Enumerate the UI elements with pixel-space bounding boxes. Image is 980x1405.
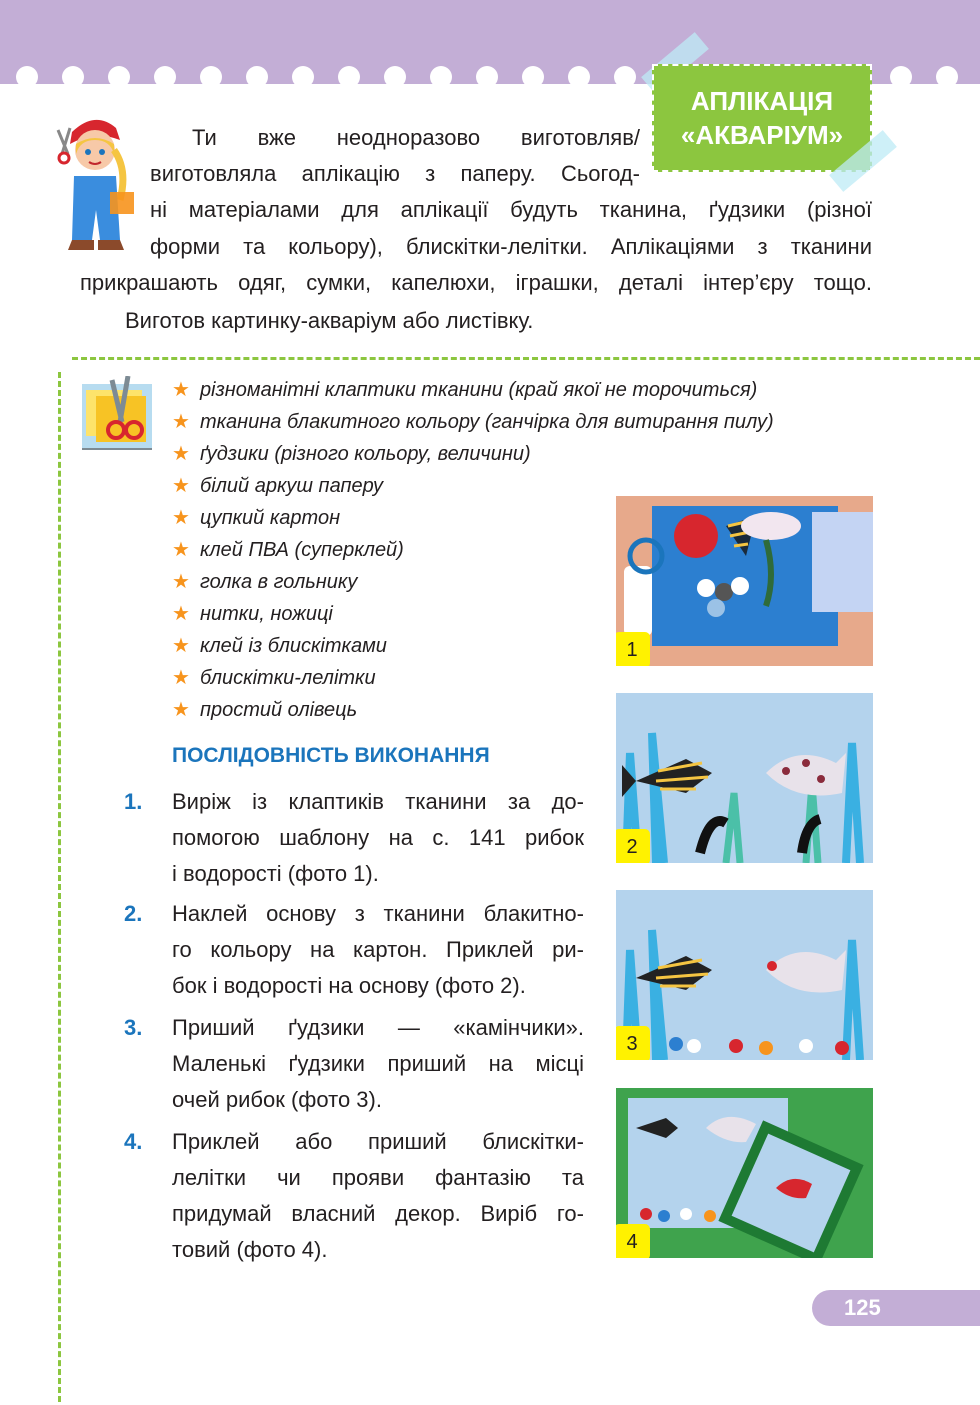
page-number: 125 xyxy=(812,1290,980,1326)
border-dot xyxy=(154,66,176,88)
lesson-title xyxy=(652,64,872,172)
border-dot xyxy=(62,66,84,88)
photo-number-badge: 3 xyxy=(616,1026,650,1060)
border-dot xyxy=(430,66,452,88)
material-item xyxy=(172,438,774,470)
border-dot xyxy=(476,66,498,88)
step-line: го кольору на картон. Приклей ри- xyxy=(172,937,584,962)
step-line: помогою шаблону на с. 141 рибок xyxy=(172,825,584,850)
step-line: Приший ґудзики — «камінчики». xyxy=(172,1015,584,1040)
material-item xyxy=(172,662,774,694)
photo-1 xyxy=(616,496,873,666)
intro-line: виготовляла аплікацію з паперу. Сьогод- xyxy=(150,161,640,186)
step-line: бок і водорості на основу (фото 2). xyxy=(172,973,526,998)
star-icon: ★ xyxy=(172,699,190,721)
step-number: 1. xyxy=(124,789,143,814)
step-line: і водорості (фото 1). xyxy=(172,861,379,886)
step-line: Приклей або приший блискітки- xyxy=(172,1129,584,1154)
material-text: блискітки-лелітки xyxy=(199,667,376,689)
material-item xyxy=(172,406,774,438)
step-number: 3. xyxy=(124,1015,143,1040)
title-line-2: «АКВАРІУМ» xyxy=(680,120,844,150)
material-text: голка в гольнику xyxy=(199,571,358,593)
materials-icon xyxy=(82,376,152,450)
star-icon: ★ xyxy=(172,667,190,689)
sequence-title: ПОСЛІДОВНІСТЬ ВИКОНАННЯ xyxy=(172,744,490,767)
material-text: ґудзики (різного кольору, величини) xyxy=(199,443,531,465)
material-text: тканина блакитного кольору (ганчірка для витирання пилу) xyxy=(199,411,774,433)
girl-with-scissors-illustration xyxy=(50,110,140,258)
photo-4 xyxy=(616,1088,873,1258)
material-item xyxy=(172,374,774,406)
star-icon: ★ xyxy=(172,507,190,529)
material-text: клей ПВА (суперклей) xyxy=(199,539,404,561)
border-dot xyxy=(568,66,590,88)
intro-line: форми та кольору), блискітки-лелітки. Аплікаціями з тканини xyxy=(150,234,872,259)
material-text: білий аркуш паперу xyxy=(199,475,384,497)
border-dot xyxy=(614,66,636,88)
photo-number-badge: 2 xyxy=(616,829,650,863)
border-dot xyxy=(200,66,222,88)
star-icon: ★ xyxy=(172,635,190,657)
step-line: Наклей основу з тканини блакитно- xyxy=(172,901,584,926)
star-icon: ★ xyxy=(172,539,190,561)
intro-line: Ти вже неодноразово виготовляв/ xyxy=(192,125,640,150)
star-icon: ★ xyxy=(172,379,190,401)
dashed-divider xyxy=(58,372,61,1402)
border-dot xyxy=(384,66,406,88)
photo-number-badge: 4 xyxy=(616,1224,650,1258)
photo-number-badge: 1 xyxy=(616,632,650,666)
border-dot xyxy=(522,66,544,88)
border-dot xyxy=(246,66,268,88)
material-text: нитки, ножиці xyxy=(199,603,333,625)
border-dot xyxy=(890,66,912,88)
step-number: 2. xyxy=(124,901,143,926)
intro-line: ні матеріалами для аплікації будуть тканина, ґудзики (різної xyxy=(150,197,872,222)
title-line-1: АПЛІКАЦІЯ xyxy=(690,86,834,116)
photo-3 xyxy=(616,890,873,1060)
material-text: цупкий картон xyxy=(199,507,341,529)
step-line: лелітки чи прояви фантазію та xyxy=(172,1165,584,1190)
star-icon: ★ xyxy=(172,411,190,433)
step-line: Виріж із клаптиків тканини за до- xyxy=(172,789,584,814)
step-line: очей рибок (фото 3). xyxy=(172,1087,382,1112)
intro-line: прикрашають одяг, сумки, капелюхи, іграшки, деталі інтер’єру тощо. xyxy=(80,270,872,295)
step-number: 4. xyxy=(124,1129,143,1154)
star-icon: ★ xyxy=(172,603,190,625)
step-line: товий (фото 4). xyxy=(172,1237,328,1262)
border-dot xyxy=(292,66,314,88)
border-dot xyxy=(936,66,958,88)
border-dot xyxy=(16,66,38,88)
star-icon: ★ xyxy=(172,443,190,465)
material-text: простий олівець xyxy=(199,699,358,721)
star-icon: ★ xyxy=(172,475,190,497)
photo-2 xyxy=(616,693,873,863)
intro-line: Виготов картинку-акваріум або листівку. xyxy=(125,308,534,333)
dashed-divider xyxy=(72,357,980,360)
material-text: клей із блискітками xyxy=(199,635,387,657)
border-dot xyxy=(108,66,130,88)
border-dot xyxy=(338,66,360,88)
step-line: Маленькі ґудзики приший на місці xyxy=(172,1051,584,1076)
star-icon: ★ xyxy=(172,571,190,593)
material-text: різноманітні клаптики тканини (край якої не торочиться) xyxy=(199,379,758,401)
step-line: придумай власний декор. Виріб го- xyxy=(172,1201,584,1226)
